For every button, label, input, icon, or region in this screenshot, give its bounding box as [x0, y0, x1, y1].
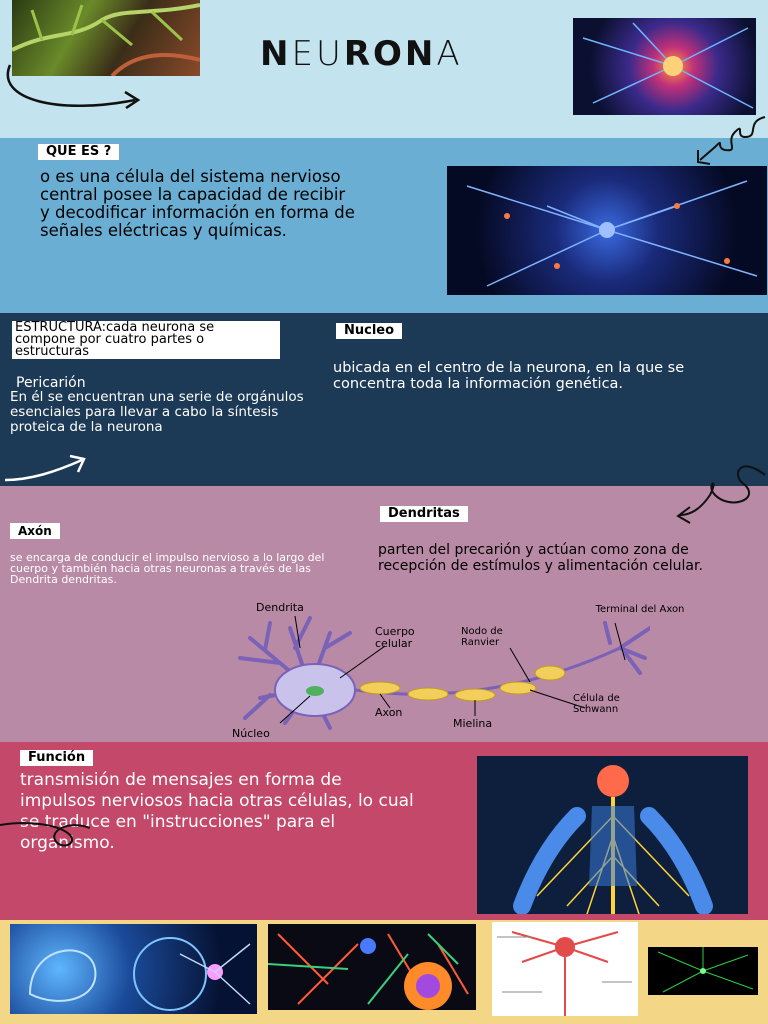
- curly-arrow-icon: [0, 60, 150, 120]
- brain-network-photo: [10, 924, 257, 1014]
- dendritas-text: parten del precarión y actúan como zona de recepción de estímulos y alimentación celular.: [378, 542, 703, 574]
- estructura-label: ESTRUCTURA:cada neurona se compone por cuatro partes o estructuras: [12, 321, 280, 359]
- funcion-text: transmisión de mensajes en forma de impulsos nerviosos hacia otras células, lo cual se traduce en "instrucciones" para el organismo.: [20, 770, 414, 853]
- neuron-glow-art: [573, 18, 756, 115]
- green-neuron-photo: [648, 947, 758, 995]
- neuron-diagram: [230, 598, 650, 742]
- axon-label: Axón: [10, 523, 60, 539]
- que-es-label: QUE ES ?: [38, 144, 119, 160]
- dendritas-label: Dendritas: [380, 506, 468, 522]
- page-title: NEURONA: [260, 34, 463, 74]
- axon-text: se encarga de conducir el impulso nervioso a lo largo del cuerpo y también hacia otras neuronas a través de las Dendrita dendritas.: [10, 551, 325, 586]
- nucleo-label: Nucleo: [336, 323, 402, 339]
- diag-cuerpo: Cuerpo celular: [375, 625, 415, 650]
- neuron-network-photo: [447, 166, 767, 295]
- green-neuron-art: [648, 947, 758, 995]
- colorful-neurons-art: [268, 924, 476, 1010]
- swirl-arrow-icon: [0, 800, 90, 860]
- neuron-network-art: [447, 166, 767, 295]
- diag-schwann: Célula de Schwann: [573, 693, 620, 715]
- neuron-glow-photo: [573, 18, 756, 115]
- nervous-system-art: [477, 756, 748, 914]
- funcion-label: Función: [20, 750, 93, 766]
- colorful-neurons-photo: [268, 924, 476, 1010]
- neuron-chart-photo: [492, 922, 638, 1016]
- diag-dendrita: Dendrita: [256, 601, 304, 614]
- diag-nucleo: Núcleo: [232, 727, 270, 740]
- neuron-chart-art: [492, 922, 638, 1016]
- pericarion-title: Pericarión: [16, 375, 86, 391]
- brain-network-art: [10, 924, 257, 1014]
- nucleo-text: ubicada en el centro de la neurona, en la que se concentra toda la información genética.: [333, 360, 685, 392]
- diag-mielina: Mielina: [453, 717, 493, 730]
- que-es-text: o es una célula del sistema nervioso central posee la capacidad de recibir y decodificar información en forma de señales eléctricas y químicas.: [40, 167, 355, 240]
- pericarion-text: En él se encuentran una serie de orgánulos esenciales para llevar a cabo la síntesis proteica de la neurona: [10, 389, 304, 435]
- nervous-system-photo: [477, 756, 748, 914]
- spring-arrow-icon: [690, 112, 768, 172]
- diag-axon: Axon: [375, 706, 403, 719]
- diag-terminal: Terminal del Axon: [595, 604, 685, 615]
- diag-nodo: Nodo de Ranvier: [461, 626, 503, 648]
- arrow-icon: [0, 450, 95, 485]
- curly-arrow-icon-2: [670, 455, 768, 530]
